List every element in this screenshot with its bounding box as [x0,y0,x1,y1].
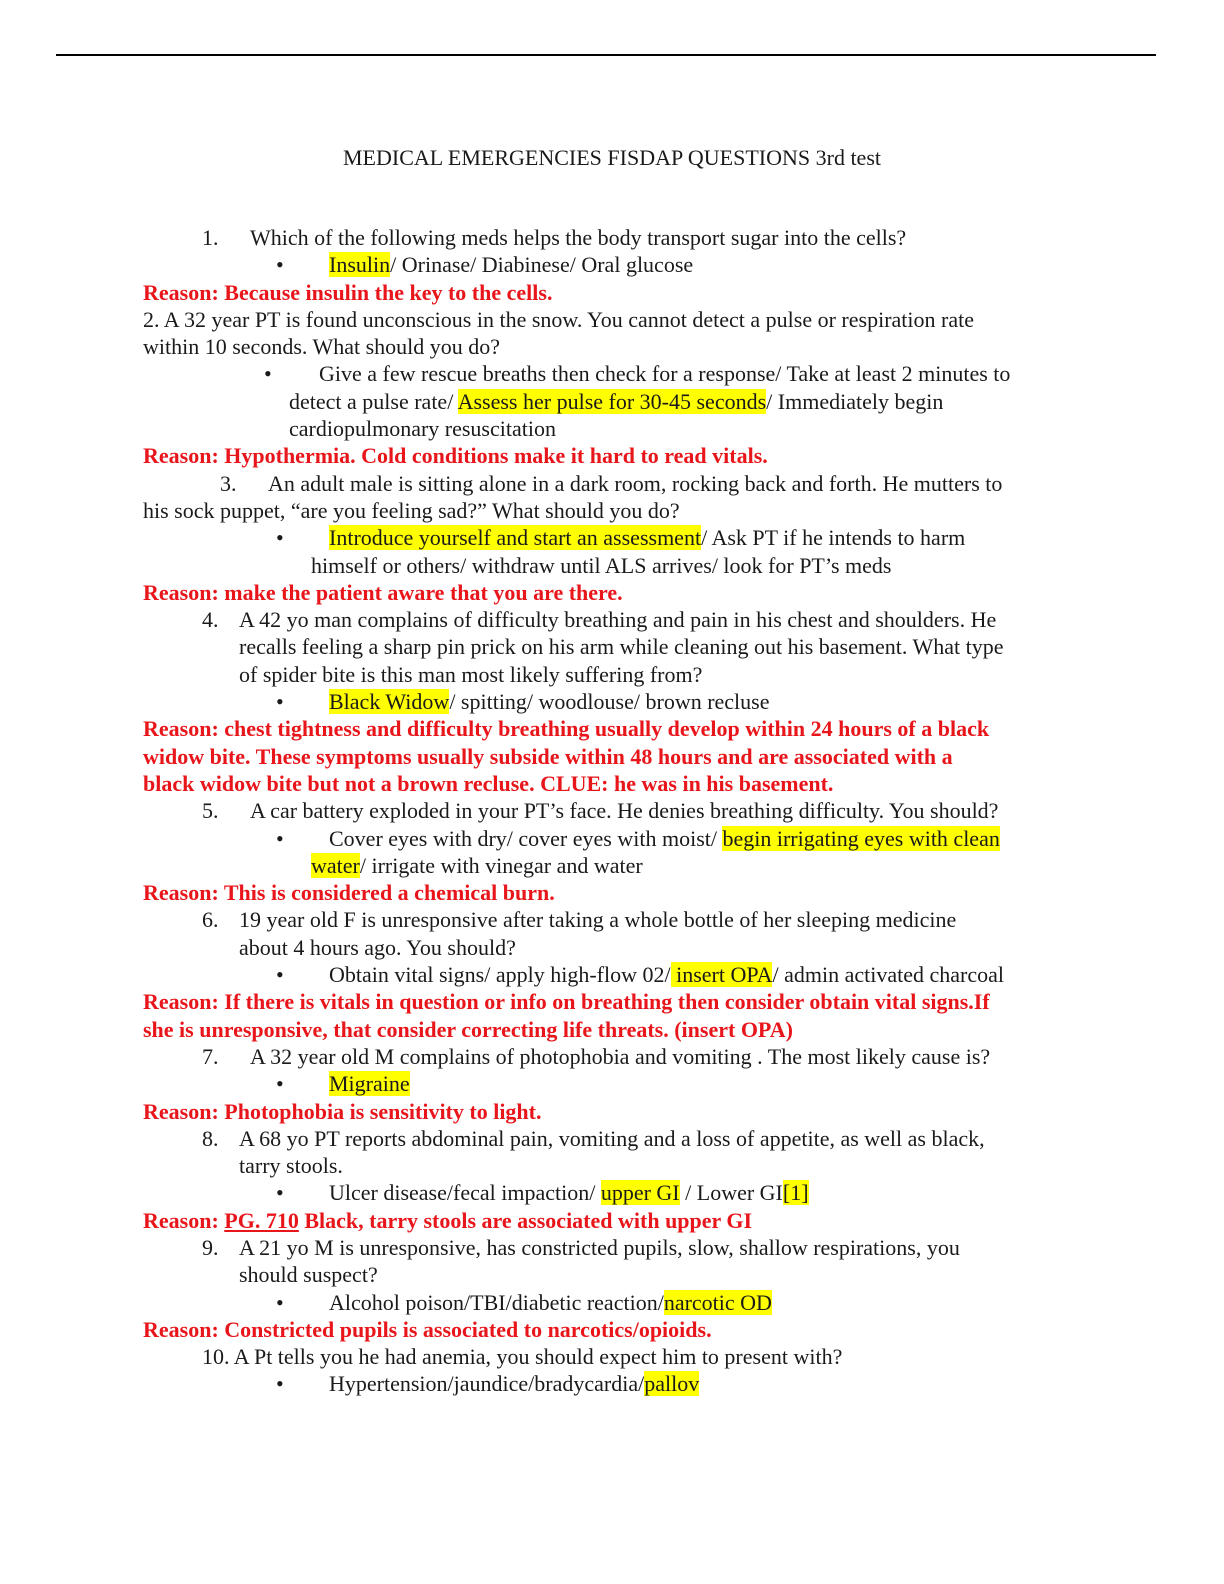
question-text: Which of the following meds helps the body transport sugar into the cells? [250,225,907,250]
answer-options-1 [0,251,1224,278]
answer-options-4 [0,688,1224,715]
question-text-cont: his sock puppet, “are you feeling sad?” What should you do? [143,497,680,523]
other-options: / irrigate with vinegar and water [359,852,643,878]
other-options: / Ask PT if he intends to harm [701,525,966,551]
option-text: / Immediately begin [766,388,944,414]
page-reference-link[interactable]: PG. 710 [224,1207,299,1233]
bullet: • [276,1371,284,1397]
other-options: / spitting/ woodlouse/ brown recluse [449,689,770,715]
reason-text: Reason: Hypothermia. Cold conditions make it hard to read vitals. [143,443,768,469]
question-number: 3. [220,470,237,496]
reason-6 [0,988,1224,1015]
question-text: A 42 yo man complains of difficulty breathing and pain in his chest and shoulders. He [239,607,997,633]
question-6 [0,906,1224,933]
reason-7 [0,1098,1224,1125]
bullet: • [276,252,284,278]
footnote-reference[interactable]: [1] [782,1180,809,1206]
answer-options-2 [0,360,1224,387]
question-1 [0,224,1224,251]
reason-text: Reason: This is considered a chemical burn. [143,880,555,906]
bullet: • [276,825,284,851]
option-text: detect a pulse rate/ [289,388,458,414]
reason-text: Reason: make the patient aware that you are there. [143,579,623,605]
answer-options-10 [0,1370,1224,1397]
correct-answer: Assess her pulse for 30-45 seconds [457,388,767,414]
correct-answer: narcotic OD [663,1289,772,1315]
bullet: • [276,1180,284,1206]
correct-answer: upper GI [600,1180,680,1206]
reason-text: Reason: [143,1207,225,1233]
reason-text: Reason: Because insulin the key to the cells. [143,279,553,305]
reason-text: widow bite. These symptoms usually subside within 48 hours and are associated with a [143,743,953,769]
reason-text: black widow bite but not a brown recluse. CLUE: he was in his basement. [143,770,834,796]
correct-answer-cont: water [311,852,360,878]
question-text: A car battery exploded in your PT’s face. He denies breathing difficulty. You should? [250,798,999,824]
correct-answer: insert OPA [670,962,773,988]
question-number: 8. [202,1125,219,1151]
reason-2 [0,442,1224,469]
option-text: himself or others/ withdraw until ALS arrives/ look for PT’s meds [311,552,892,578]
answer-options-6 [0,961,1224,988]
header-rule [56,54,1156,56]
correct-answer: pallov [644,1371,700,1397]
reason-9 [0,1316,1224,1343]
question-number: 1. [202,225,219,250]
reason-1 [0,279,1224,306]
document-title: MEDICAL EMERGENCIES FISDAP QUESTIONS 3rd test [343,145,881,170]
option-text: Hypertension/jaundice/bradycardia/ [329,1371,645,1397]
question-list [0,224,1224,1398]
question-text: A 21 yo M is unresponsive, has constricted pupils, slow, shallow respirations, you [239,1234,960,1260]
question-number: 4. [202,607,219,633]
question-8 [0,1125,1224,1152]
question-text-cont: about 4 hours ago. You should? [239,934,516,960]
question-text-cont: tarry stools. [239,1153,343,1179]
bullet: • [264,361,272,387]
option-text: Give a few rescue breaths then check for a response/ Take at least 2 minutes to [319,361,1011,387]
question-text: An adult male is sitting alone in a dark room, rocking back and forth. He mutters to [268,470,1003,496]
question-7 [0,1043,1224,1070]
answer-options-3 [0,524,1224,551]
reason-5 [0,879,1224,906]
question-10 [0,1343,1224,1370]
question-2 [0,306,1224,333]
question-text-cont: should suspect? [239,1262,378,1288]
other-options: / admin activated charcoal [772,962,1004,988]
question-text-cont: recalls feeling a sharp pin prick on his arm while cleaning out his basement. What type [239,634,1004,660]
reason-text: Reason: Constricted pupils is associated to narcotics/opioids. [143,1316,712,1342]
reason-text: she is unresponsive, that consider correcting life threats. (insert OPA) [143,1016,793,1042]
answer-options-7 [0,1070,1224,1097]
correct-answer: Insulin [329,252,391,278]
reason-text: Reason: Photophobia is sensitivity to light. [143,1098,542,1124]
question-text: 10. A Pt tells you he had anemia, you should expect him to present with? [202,1344,843,1370]
answer-options-8 [0,1179,1224,1206]
question-text: 19 year old F is unresponsive after taking a whole bottle of her sleeping medicine [239,907,957,933]
answer-options-9 [0,1289,1224,1316]
reason-4 [0,715,1224,742]
reason-text: Reason: chest tightness and difficulty breathing usually develop within 24 hours of a black [143,716,990,742]
bullet: • [276,1289,284,1315]
bullet: • [276,689,284,715]
question-text: A 32 year old M complains of photophobia and vomiting . The most likely cause is? [250,1043,991,1069]
other-options: / Lower GI [679,1180,783,1206]
question-number: 9. [202,1234,219,1260]
question-number: 5. [202,798,219,824]
question-number: 6. [202,907,219,933]
option-text: Obtain vital signs/ apply high-flow 02/ [329,962,671,988]
reason-8 [0,1207,1224,1234]
question-5 [0,797,1224,824]
option-text: cardiopulmonary resuscitation [289,416,556,442]
reason-3 [0,579,1224,606]
correct-answer: Introduce yourself and start an assessment [329,525,702,551]
other-options: / Orinase/ Diabinese/ Oral glucose [390,252,694,278]
question-number: 7. [202,1043,219,1069]
question-9 [0,1234,1224,1261]
bullet: • [276,1071,284,1097]
question-3 [0,470,1224,497]
bullet: • [276,525,284,551]
question-text-cont: of spider bite is this man most likely suffering from? [239,661,703,687]
option-text: Alcohol poison/TBI/diabetic reaction/ [329,1289,664,1315]
reason-text: Reason: If there is vitals in question or info on breathing then consider obtain vital signs.If [143,989,990,1015]
reason-text: Black, tarry stools are associated with upper GI [298,1207,753,1233]
question-text: 2. A 32 year PT is found unconscious in the snow. You cannot detect a pulse or respiration rate [143,306,974,332]
correct-answer: Black Widow [329,689,450,715]
question-text-cont: within 10 seconds. What should you do? [143,334,501,360]
option-text: Ulcer disease/fecal impaction/ [329,1180,601,1206]
correct-answer: Migraine [329,1071,410,1097]
correct-answer: begin irrigating eyes with clean [722,825,1000,851]
option-text: Cover eyes with dry/ cover eyes with moist/ [329,825,723,851]
bullet: • [276,962,284,988]
question-4 [0,606,1224,633]
question-text: A 68 yo PT reports abdominal pain, vomiting and a loss of appetite, as well as black, [239,1125,985,1151]
answer-options-5 [0,825,1224,852]
